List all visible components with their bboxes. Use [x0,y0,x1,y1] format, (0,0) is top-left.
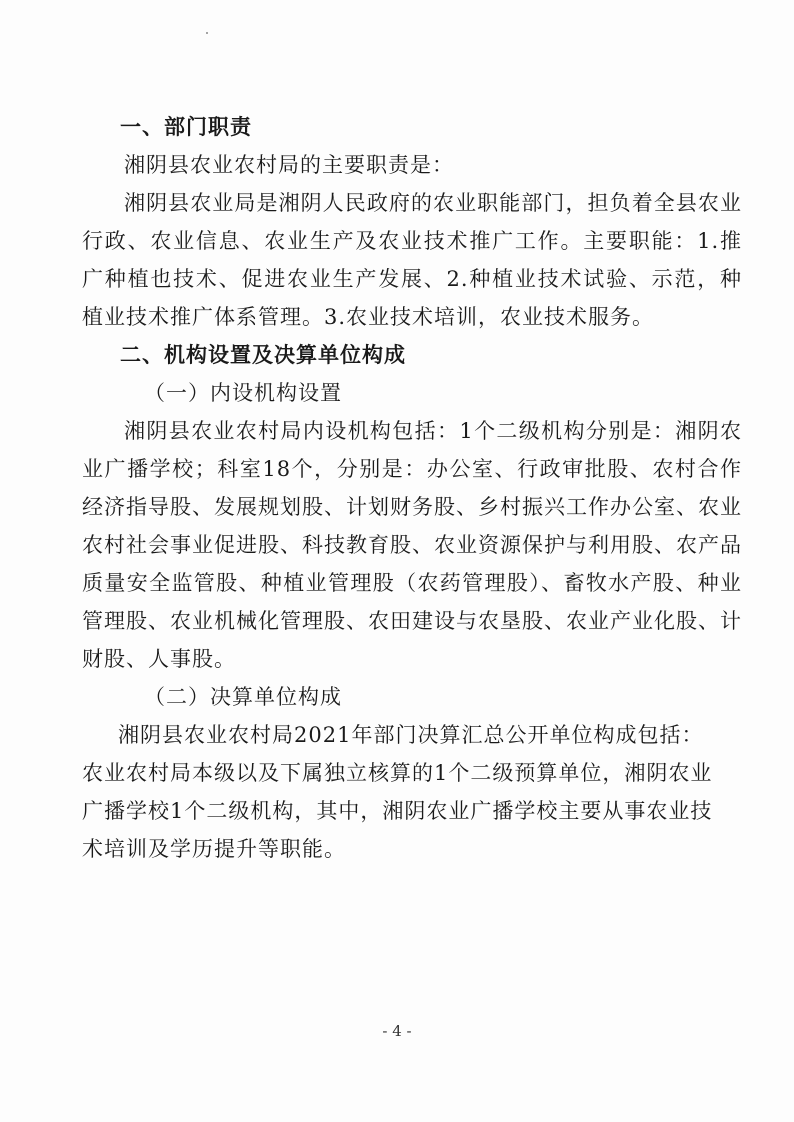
accounting-units-body: 湘阴县农业农村局2021年部门决算汇总公开单位构成包括：农业农村局本级以及下属独立核算的1个二级预算单位，湘阴农业广播学校1个二级机构，其中，湘阴农业广播学校主要从事农业技术培训及学历提升等职能。 [82,723,713,861]
document-body [82,108,742,868]
page-number: - 4 - [382,1022,412,1040]
subheading-internal-setup: （一）内设机构设置 [144,381,342,405]
internal-setup-body: 湘阴县农业农村局内设机构包括：1个二级机构分别是：湘阴农业广播学校；科室18个，分别是：办公室、行政审批股、农村合作经济指导股、发展规划股、计划财务股、乡村振兴工作办公室、农业农村社会事业促进股、科技教育股、农业资源保护与利用股、农产品质量安全监管股、种植业管理股（农药管理股）、畜牧水产股、种业管理股、农业机械化管理股、农田建设与农垦股、农业产业化股、计财股、人事股。 [82,419,742,671]
scan-speck [206,32,208,34]
section-heading-duties: 一、部门职责 [120,115,252,139]
section-heading-structure: 二、机构设置及决算单位构成 [120,343,406,367]
subheading-accounting-units: （二）决算单位构成 [144,685,342,709]
duties-intro: 湘阴县农业农村局的主要职责是： [124,153,454,177]
duties-body: 湘阴县农业局是湘阴人民政府的农业职能部门，担负着全县农业行政、农业信息、农业生产及农业技术推广工作。主要职能：1.推广种植也技术、促进农业生产发展、2.种植业技术试验、示范，种植业技术推广体系管理。3.农业技术培训，农业技术服务。 [82,191,742,329]
